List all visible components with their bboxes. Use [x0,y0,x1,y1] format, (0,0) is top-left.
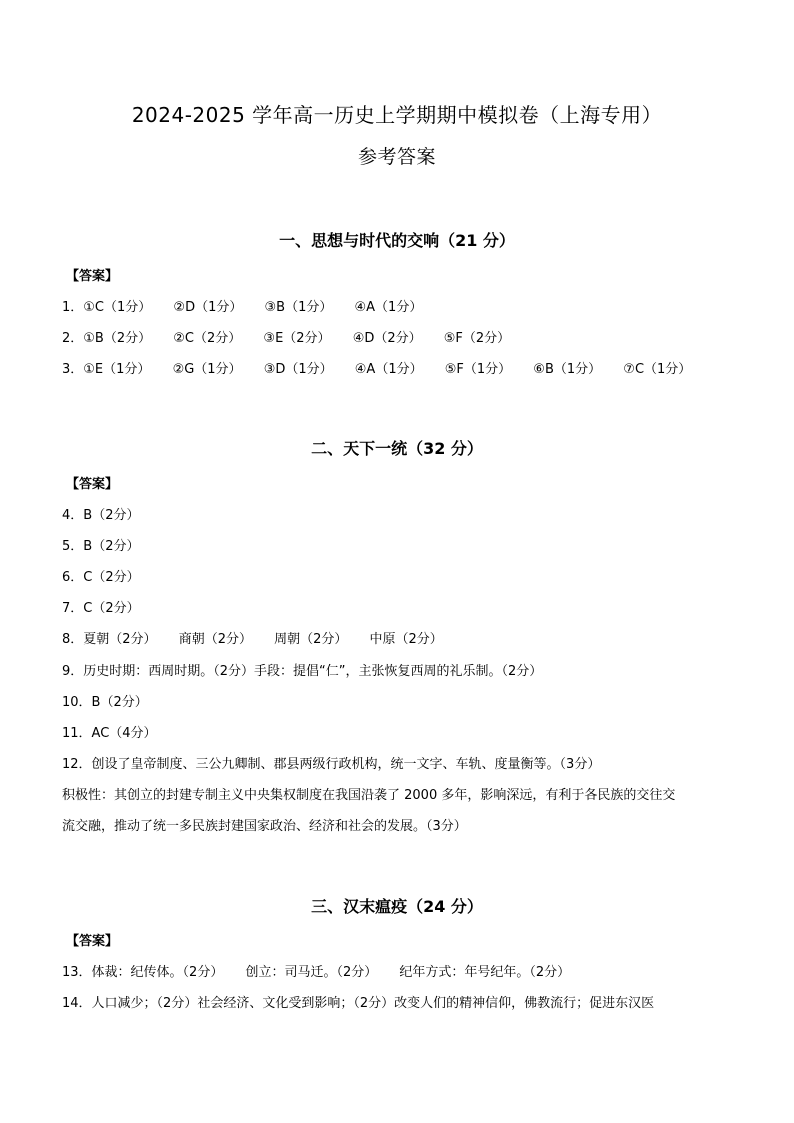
answer-item: ④A（1分） [354,362,423,377]
answer-line: 10．B（2分） [62,695,148,710]
answer-item: 周朝（2分） [274,632,348,647]
document-title: 2024-2025 学年高一历史上学期期中模拟卷（上海专用） [131,103,663,127]
answer-item: ⑤F（2分） [443,331,511,346]
answer-item: ②D（1分） [173,300,243,315]
answer-item: ③D（1分） [263,362,333,377]
answer-line: 12．创设了皇帝制度、三公九卿制、郡县两级行政机构，统一文字、车轨、度量衡等。（3分） [62,757,601,772]
section-heading-3: 三、汉末瘟疫（24 分） [311,897,483,916]
section-heading-1: 一、思想与时代的交响（21 分） [279,231,515,250]
answer-line: 14．人口减少；（2分）社会经济、文化受到影响；（2分）改变人们的精神信仰，佛教流行；促进东汉医 [62,996,655,1011]
answer-item: 3．①E（1分） [62,362,151,377]
answer-item: ②G（1分） [172,362,242,377]
answer-item: 商朝（2分） [178,632,252,647]
answer-line: 4．B（2分） [62,508,140,523]
answer-line [62,299,422,317]
answer-item: ⑥B（1分） [533,362,602,377]
answer-item: ④A（1分） [354,300,423,315]
answer-line [62,330,510,348]
answer-item: ②C（2分） [173,331,242,346]
answer-item: 8．夏朝（2分） [62,632,157,647]
document-subtitle: 参考答案 [357,146,436,168]
answer-label: 【答案】 [66,269,119,284]
answer-line: 6．C（2分） [62,570,140,585]
answer-item: 2．①B（2分） [62,331,152,346]
answer-item: 纪年方式：年号纪年。（2分） [399,965,571,980]
answer-item: 13．体裁：纪传体。（2分） [62,965,224,980]
answer-line: 流交融，推动了统一多民族封建国家政治、经济和社会的发展。（3分） [62,819,467,834]
answer-item: ⑤F（1分） [444,362,512,377]
answer-line [62,964,570,982]
answer-label: 【答案】 [66,477,119,492]
answer-line: 7．C（2分） [62,601,140,616]
answer-item: ④D（2分） [352,331,422,346]
answer-item: ③E（2分） [263,331,331,346]
answer-line: 11．AC（4分） [62,726,157,741]
answer-line: 9．历史时期：西周时期。（2分）手段：提倡“仁”，主张恢复西周的礼乐制。（2分） [62,664,543,679]
section-heading-2: 二、天下一统（32 分） [311,439,483,458]
answer-item: 创立：司马迁。（2分） [245,965,378,980]
answer-line [62,361,691,379]
answer-line: 5．B（2分） [62,539,140,554]
answer-item: ③B（1分） [264,300,333,315]
answer-line [62,631,443,649]
answer-item: 1．①C（1分） [62,300,152,315]
answer-item: ⑦C（1分） [623,362,692,377]
answer-label: 【答案】 [66,934,119,949]
answer-line: 积极性：其创立的封建专制主义中央集权制度在我国沿袭了 2000 多年，影响深远，有利于各民族的交往交 [62,788,676,803]
answer-item: 中原（2分） [369,632,443,647]
